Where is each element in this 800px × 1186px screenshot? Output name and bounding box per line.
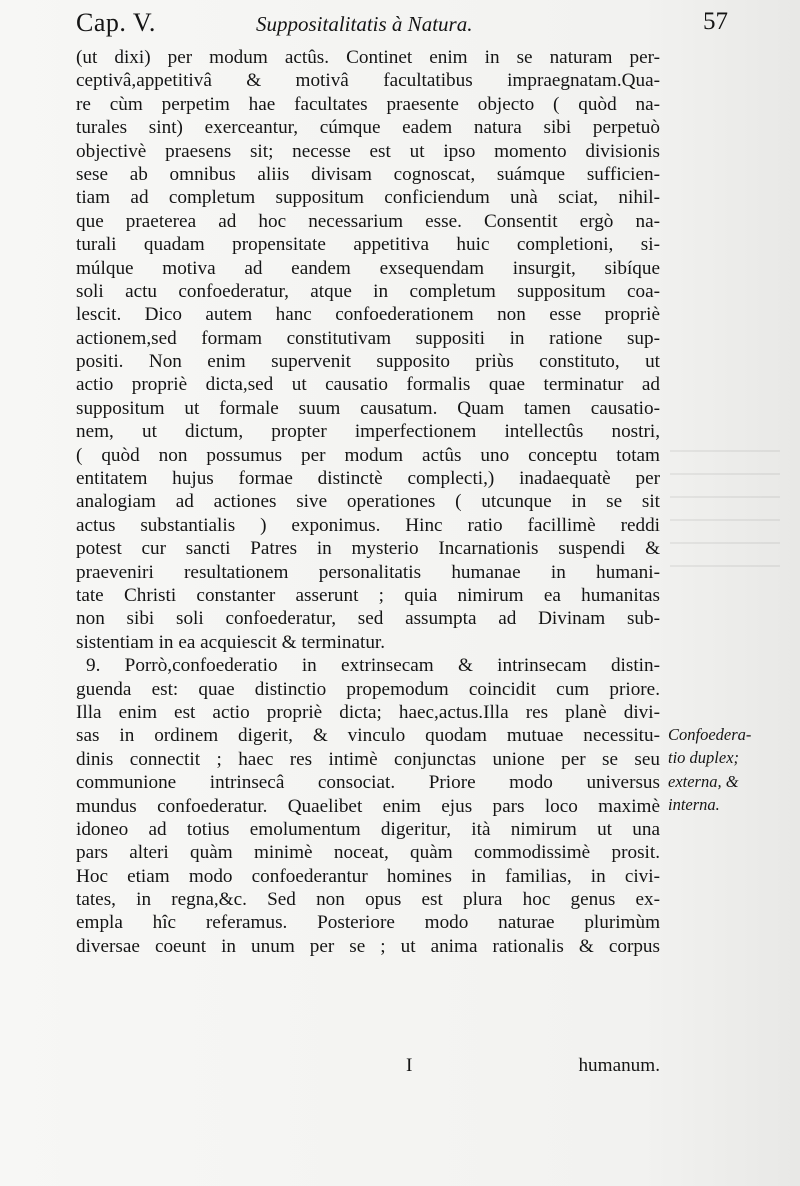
text-line: ( quòd non possumus per modum actûs uno conceptu totam: [76, 444, 660, 466]
text-line: pars alteri quàm minimè noceat, quàm commodissimè prosit.: [76, 842, 660, 864]
running-header: [76, 8, 726, 44]
text-line: actionem,sed formam constitutivam suppositi in ratione sup-: [76, 327, 660, 349]
page-footer: [76, 1055, 660, 1081]
text-line: tates, in regna,&c. Sed non opus est plura hoc genus ex-: [76, 889, 660, 911]
signature-mark: I: [406, 1055, 413, 1076]
text-line: communione intrinsecâ consociat. Priore modo universus: [76, 772, 660, 794]
margin-note-line: externa, &: [668, 771, 739, 791]
text-line: idoneo ad totius emolumentum digeritur, ità nimirum ut una: [76, 818, 660, 840]
text-line: Hoc etiam modo confoederantur homines in familias, in civi-: [76, 865, 660, 887]
text-line: Illa enim est actio propriè dicta; haec,actus.Illa res planè divi-: [76, 701, 660, 723]
text-line: sese ab omnibus aliis divisam cognoscat, suámque sufficien-: [76, 163, 660, 185]
margin-note-line: interna.: [668, 795, 720, 815]
text-line: actio propriè dicta,sed ut causatio formalis quae terminatur ad: [76, 374, 660, 396]
margin-note: [668, 723, 786, 817]
text-line: potest cur sancti Patres in mysterio Incarnationis suspendi &: [76, 538, 660, 560]
text-line: analogiam ad actiones sive operationes ( utcunque in se sit: [76, 491, 660, 513]
text-line: actus substantialis ) exponimus. Hinc ratio facillimè reddi: [76, 514, 660, 536]
text-line: tate Christi constanter asserunt ; quia nimirum ea humanitas: [76, 584, 660, 606]
text-line: lescit. Dico autem hanc confoederationem non esse propriè: [76, 304, 660, 326]
margin-note-line: tio duplex;: [668, 748, 740, 768]
text-line: praeveniri resultationem personalitatis humanae in humani-: [76, 561, 660, 583]
bleed-through-shadow: [670, 450, 780, 570]
catchword: humanum.: [578, 1055, 660, 1076]
text-line: objectivè praesens sit; necesse est ut ipso momento divisionis: [76, 140, 660, 162]
text-line: tiam ad completum suppositum conficiendum unà sciat, nihil-: [76, 187, 660, 209]
text-line: sas in ordinem digerit, & vinculo quodam mutuae necessitu-: [76, 725, 660, 747]
text-line: entitatem hujus formae distinctè complecti,) inadaequatè per: [76, 468, 660, 490]
text-line: (ut dixi) per modum actûs. Continet enim in se naturam per-: [76, 47, 660, 68]
text-line: guenda est: quae distinctio propemodum coincidit cum priore.: [76, 678, 660, 700]
text-line: nem, ut dictum, propter imperfectionem intellectûs nostri,: [76, 421, 660, 443]
margin-note-line: Confoedera-: [668, 725, 752, 744]
text-line: dinis connectit ; haec res intimè conjunctas unione per se seu: [76, 748, 660, 770]
text-line: múlque motiva ad eandem exsequendam insurgit, sibíque: [76, 257, 660, 279]
text-line: ceptivâ,appetitivâ & motivâ facultatibus impraegnatam.Qua-: [76, 70, 660, 92]
body-text: [76, 46, 660, 958]
text-line: empla hîc referamus. Posteriore modo naturae plurimùm: [76, 912, 660, 934]
page-number: 57: [703, 8, 728, 35]
text-line: suppositum ut formale suum causatum. Quam tamen causatio-: [76, 397, 660, 419]
text-line: 9. Porrò,confoederatio in extrinsecam & intrinsecam distin-: [86, 655, 660, 677]
text-line: re cùm perpetim hae facultates praesente objecto ( quòd na-: [76, 93, 660, 115]
text-line: non sibi soli confoederatur, sed assumpta ad Divinam sub-: [76, 608, 660, 630]
text-line: que praeterea ad hoc necessarium esse. Consentit ergò na-: [76, 210, 660, 232]
chapter-label: Cap. V.: [76, 8, 156, 37]
running-title: Suppositalitatis à Natura.: [256, 12, 473, 36]
text-line: sistentiam in ea acquiescit & terminatur.: [76, 631, 386, 653]
text-line: turali quadam propensitate appetitiva huic completioni, si-: [76, 234, 660, 256]
text-line: diversae coeunt in unum per se ; ut anima rationalis & corpus: [76, 935, 660, 957]
text-line: mundus confoederatur. Quaelibet enim ejus pars loco maximè: [76, 795, 660, 817]
text-line: soli actu confoederatur, atque in completum suppositum coa-: [76, 280, 660, 302]
text-line: positi. Non enim supervenit supposito priùs constituto, ut: [76, 351, 660, 373]
text-line: turales sint) exerceantur, cúmque eadem natura sibi perpetuò: [76, 117, 660, 139]
